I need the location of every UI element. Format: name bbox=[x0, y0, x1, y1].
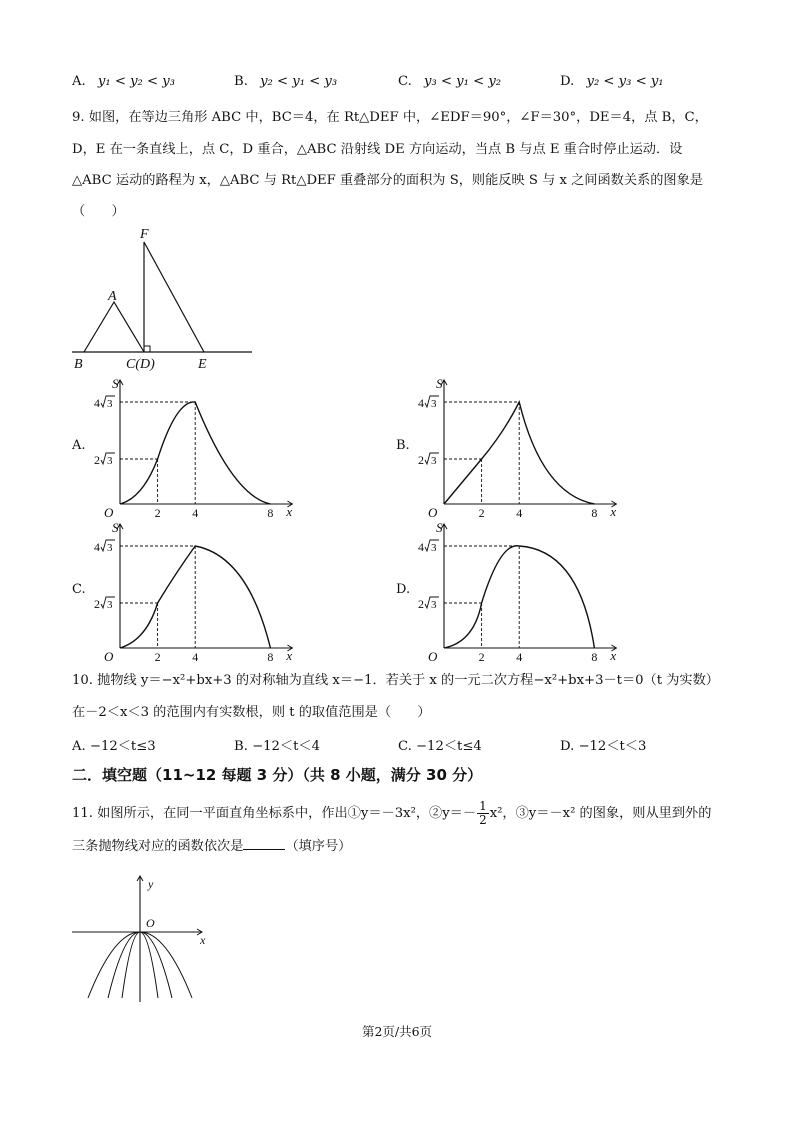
tick-x-4: 4 bbox=[516, 506, 523, 520]
tick-x-2: 2 bbox=[154, 506, 161, 520]
option-label: C. bbox=[398, 74, 412, 89]
label-f: F bbox=[140, 227, 149, 242]
origin-label: O bbox=[146, 916, 155, 930]
tick-radicand: 3 bbox=[431, 455, 437, 467]
axis-label-x: x bbox=[610, 504, 617, 519]
page-footer: 第2页/共6页 bbox=[361, 1024, 433, 1039]
fraction-denominator: 2 bbox=[479, 813, 487, 827]
q11-text-b: x²，③y＝－x² 的图象，则从里到外的 bbox=[489, 806, 712, 821]
origin-label: O bbox=[104, 649, 114, 664]
tick-x-2: 2 bbox=[478, 506, 485, 520]
answer-blank[interactable] bbox=[243, 837, 285, 850]
q11-text-d: （填序号） bbox=[285, 839, 352, 854]
tick-radicand: 3 bbox=[431, 542, 437, 554]
q11-text-c: 三条抛物线对应的函数依次是 bbox=[72, 839, 244, 854]
q9-line-3: △ABC 运动的路程为 x，△ABC 与 Rt△DEF 重叠部分的面积为 S，则能反映 S 与 x 之间函数关系的图象是 bbox=[72, 173, 703, 188]
tick-radicand: 3 bbox=[107, 542, 113, 554]
option-label: D. bbox=[560, 74, 575, 89]
tick-coef: 2 bbox=[418, 453, 424, 467]
tick-coef: 2 bbox=[94, 453, 100, 467]
tick-x-2: 2 bbox=[154, 650, 161, 664]
axis-label-s: S bbox=[112, 376, 119, 391]
axis-label-s: S bbox=[112, 520, 119, 535]
tick-y-mid bbox=[94, 597, 115, 611]
tick-coef: 2 bbox=[94, 597, 100, 611]
graph-choice-b bbox=[414, 372, 617, 524]
tick-coef: 4 bbox=[94, 540, 100, 554]
tick-coef: 4 bbox=[418, 540, 424, 554]
axis-label-x: x bbox=[286, 504, 293, 519]
tick-coef: 2 bbox=[418, 597, 424, 611]
graph-choice-d bbox=[414, 516, 617, 668]
axis-label-s: S bbox=[436, 520, 443, 535]
section-title: 二．填空题（11~12 每题 3 分）（共 8 小题，满分 30 分） bbox=[72, 766, 483, 784]
tick-y-top bbox=[94, 540, 115, 554]
choice-b-label: B. bbox=[396, 438, 410, 453]
origin-label: O bbox=[428, 649, 438, 664]
option-text: y₁ < y₂ < y₃ bbox=[97, 74, 175, 89]
q11-parabola-figure bbox=[66, 872, 216, 1004]
q10-line-1: 10. 抛物线 y＝−x²+bx+3 的对称轴为直线 x＝−1．若关于 x 的一元二次方程−x²+bx+3－t＝0（t 为实数） bbox=[72, 673, 719, 688]
tick-radicand: 3 bbox=[431, 599, 437, 611]
q9-answer-paren: （ ） bbox=[72, 204, 125, 219]
tick-y-mid bbox=[418, 453, 439, 467]
q10-option-d: D. −12＜t＜3 bbox=[560, 739, 647, 754]
origin-label: O bbox=[104, 505, 114, 520]
q8-option-d bbox=[560, 74, 664, 89]
tick-x-4: 4 bbox=[192, 650, 199, 664]
tick-y-mid bbox=[418, 597, 439, 611]
graph-choice-a bbox=[90, 372, 293, 524]
tick-y-top bbox=[94, 396, 115, 410]
q10-option-b: B. −12＜t＜4 bbox=[234, 739, 320, 754]
q9-line-1: 9. 如图，在等边三角形 ABC 中，BC＝4，在 Rt△DEF 中，∠EDF＝90°，∠F＝30°，DE＝4，点 B，C， bbox=[72, 110, 708, 125]
fraction-numerator: 1 bbox=[479, 799, 487, 813]
tick-y-top bbox=[418, 396, 439, 410]
fraction bbox=[477, 800, 489, 827]
tick-radicand: 3 bbox=[107, 455, 113, 467]
tick-x-2: 2 bbox=[478, 650, 485, 664]
q11-line-1 bbox=[72, 800, 711, 828]
tick-x-8: 8 bbox=[267, 506, 274, 520]
option-text: y₃ < y₁ < y₂ bbox=[424, 74, 502, 89]
q8-option-c bbox=[398, 74, 501, 89]
tick-x-8: 8 bbox=[591, 650, 598, 664]
tick-x-4: 4 bbox=[516, 650, 523, 664]
choice-c-label: C. bbox=[72, 582, 86, 597]
q9-triangle-figure bbox=[60, 222, 270, 372]
y-axis-label: y bbox=[148, 877, 154, 891]
option-text: y₂ < y₁ < y₃ bbox=[260, 74, 338, 89]
tick-coef: 4 bbox=[94, 396, 100, 410]
q10-line-2: 在－2＜x＜3 的范围内有实数根，则 t 的取值范围是（ ） bbox=[72, 705, 431, 720]
tick-radicand: 3 bbox=[107, 599, 113, 611]
tick-coef: 4 bbox=[418, 396, 424, 410]
axis-label-x: x bbox=[286, 648, 293, 663]
choice-d-label: D. bbox=[396, 582, 411, 597]
x-axis-label: x bbox=[200, 933, 206, 947]
q9-line-2: D，E 在一条直线上，点 C，D 重合，△ABC 沿射线 DE 方向运动，当点 B 与点 E 重合时停止运动．设 bbox=[72, 142, 683, 157]
tick-y-top bbox=[418, 540, 439, 554]
label-a: A bbox=[108, 289, 117, 304]
option-label: A. bbox=[72, 74, 86, 89]
tick-x-4: 4 bbox=[192, 506, 199, 520]
q11-line-2 bbox=[72, 837, 351, 856]
tick-x-8: 8 bbox=[267, 650, 274, 664]
q10-option-c: C. −12＜t≤4 bbox=[398, 739, 482, 754]
choice-a-label: A. bbox=[72, 438, 86, 453]
option-label: B. bbox=[234, 74, 248, 89]
label-e: E bbox=[198, 357, 207, 372]
tick-radicand: 3 bbox=[431, 398, 437, 410]
option-text: y₂ < y₃ < y₁ bbox=[586, 74, 664, 89]
q11-text-a: 11. 如图所示，在同一平面直角坐标系中，作出①y＝－3x²，②y＝－ bbox=[72, 806, 477, 821]
tick-radicand: 3 bbox=[107, 398, 113, 410]
axis-label-s: S bbox=[436, 376, 443, 391]
label-b: B bbox=[74, 357, 83, 372]
q8-option-b bbox=[234, 74, 337, 89]
tick-y-mid bbox=[94, 453, 115, 467]
q10-option-a: A. −12＜t≤3 bbox=[72, 739, 156, 754]
axis-label-x: x bbox=[610, 648, 617, 663]
tick-x-8: 8 bbox=[591, 506, 598, 520]
origin-label: O bbox=[428, 505, 438, 520]
label-cd: C(D) bbox=[126, 357, 155, 372]
q8-option-a bbox=[72, 74, 175, 89]
graph-choice-c bbox=[90, 516, 293, 668]
